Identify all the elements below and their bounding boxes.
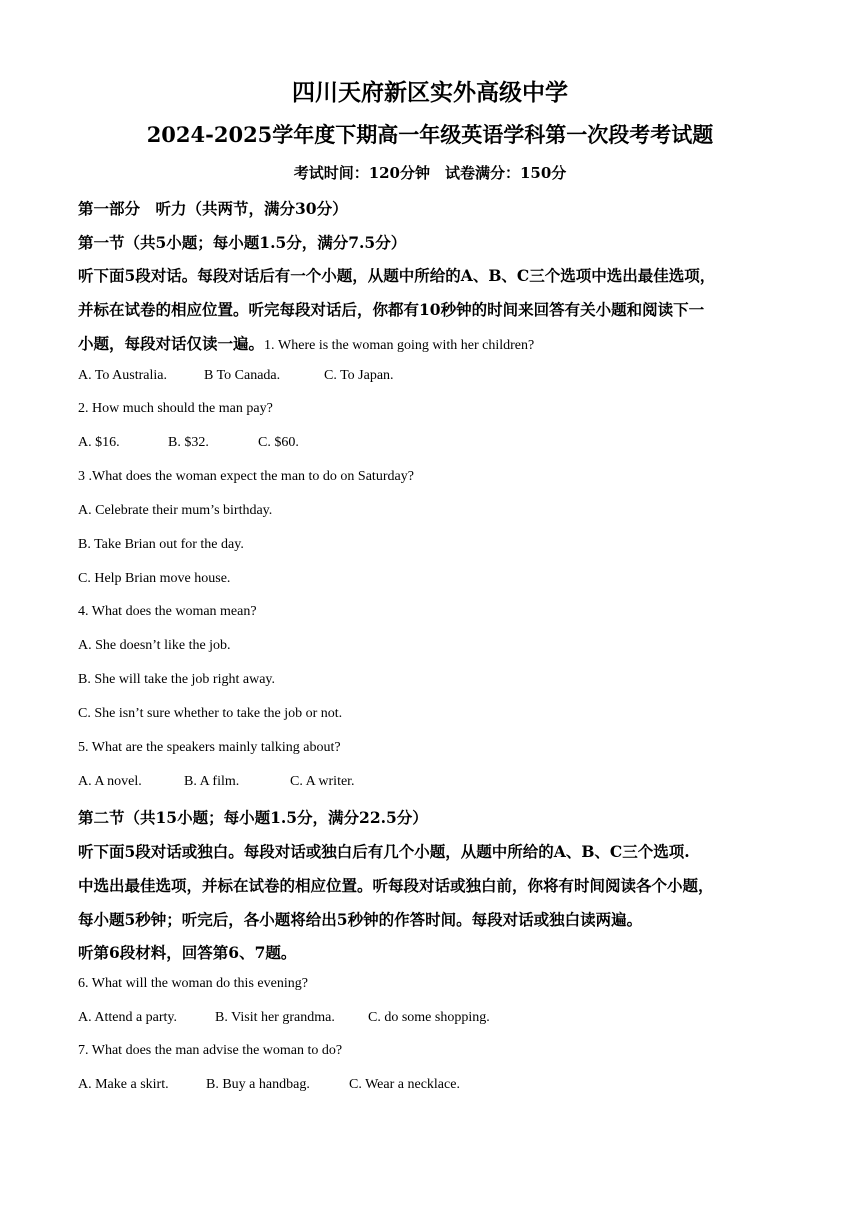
section1-instructions-line2: 并标在试卷的相应位置。听完每段对话后，你都有10秒钟的时间来回答有关小题和阅读下一 — [78, 300, 705, 319]
question-3-option-c: C. Help Brian move house. — [78, 571, 231, 586]
question-4-option-c: C. She isn’t sure whether to take the job or not. — [78, 706, 343, 721]
option-c: C. A writer. — [290, 774, 355, 789]
section1-instructions-line3: 小题，每段对话仅读一遍。1. Where is the woman going with her children? — [78, 334, 535, 353]
section2-instructions-line3: 每小题5秒钟；听完后，各小题将给出5秒钟的作答时间。每段对话或独白读两遍。 — [78, 910, 643, 929]
option-c: C. To Japan. — [324, 368, 394, 383]
exam-title: 2024-2025学年度下期高一年级英语学科第一次段考考试题 — [146, 122, 714, 147]
question-4-stem: 4. What does the woman mean? — [78, 604, 257, 619]
question-6-options — [78, 1010, 490, 1026]
option-b: B. A film. — [184, 774, 240, 789]
question-3-option-a: A. Celebrate their mum’s birthday. — [78, 503, 273, 518]
option-c: C. $60. — [258, 435, 299, 450]
option-a: A. $16. — [78, 435, 120, 450]
question-3-option-b: B. Take Brian out for the day. — [78, 537, 244, 552]
option-a: A. Attend a party. — [78, 1010, 178, 1025]
option-b: B. Visit her grandma. — [215, 1010, 335, 1025]
section2-heading: 第二节（共15小题；每小题1.5分，满分22.5分） — [78, 808, 428, 827]
option-a: A. To Australia. — [78, 368, 167, 383]
section2-instructions-line2: 中选出最佳选项，并标在试卷的相应位置。听每段对话或独白前，你将有时间阅读各个小题， — [78, 876, 714, 895]
school-title: 四川天府新区实外高级中学 — [292, 79, 568, 106]
question-1-options — [78, 368, 394, 384]
question-7-stem: 7. What does the man advise the woman to do? — [78, 1043, 343, 1058]
question-4-option-b: B. She will take the job right away. — [78, 672, 275, 687]
option-a: A. A novel. — [78, 774, 142, 789]
material-6-heading: 听第6段材料，回答第6、7题。 — [78, 943, 297, 962]
question-3-stem: 3 .What does the woman expect the man to do on Saturday? — [78, 469, 414, 484]
question-2-options — [78, 435, 299, 451]
question-5-options — [78, 774, 355, 790]
option-c: C. Wear a necklace. — [349, 1077, 460, 1092]
question-1-stem: 1. Where is the woman going with her children? — [264, 338, 535, 353]
question-7-options — [78, 1077, 460, 1093]
option-b: B. $32. — [168, 435, 209, 450]
option-a: A. Make a skirt. — [78, 1077, 169, 1092]
section2-instructions-line1: 听下面5段对话或独白。每段对话或独白后有几个小题，从题中所给的A、B、C三个选项. — [78, 842, 690, 861]
exam-info: 考试时间：120分钟 试卷满分：150分 — [293, 164, 567, 182]
option-b: B. Buy a handbag. — [206, 1077, 310, 1092]
part1-heading: 第一部分 听力（共两节，满分30分） — [78, 199, 348, 218]
section1-heading: 第一节（共5小题；每小题1.5分，满分7.5分） — [78, 233, 407, 252]
section1-instructions-line1: 听下面5段对话。每段对话后有一个小题，从题中所给的A、B、C三个选项中选出最佳选项， — [78, 266, 716, 285]
option-c: C. do some shopping. — [368, 1010, 490, 1025]
question-6-stem: 6. What will the woman do this evening? — [78, 976, 308, 991]
question-4-option-a: A. She doesn’t like the job. — [78, 638, 231, 653]
question-2-stem: 2. How much should the man pay? — [78, 401, 273, 416]
question-5-stem: 5. What are the speakers mainly talking about? — [78, 740, 341, 755]
option-b: B To Canada. — [204, 368, 281, 383]
